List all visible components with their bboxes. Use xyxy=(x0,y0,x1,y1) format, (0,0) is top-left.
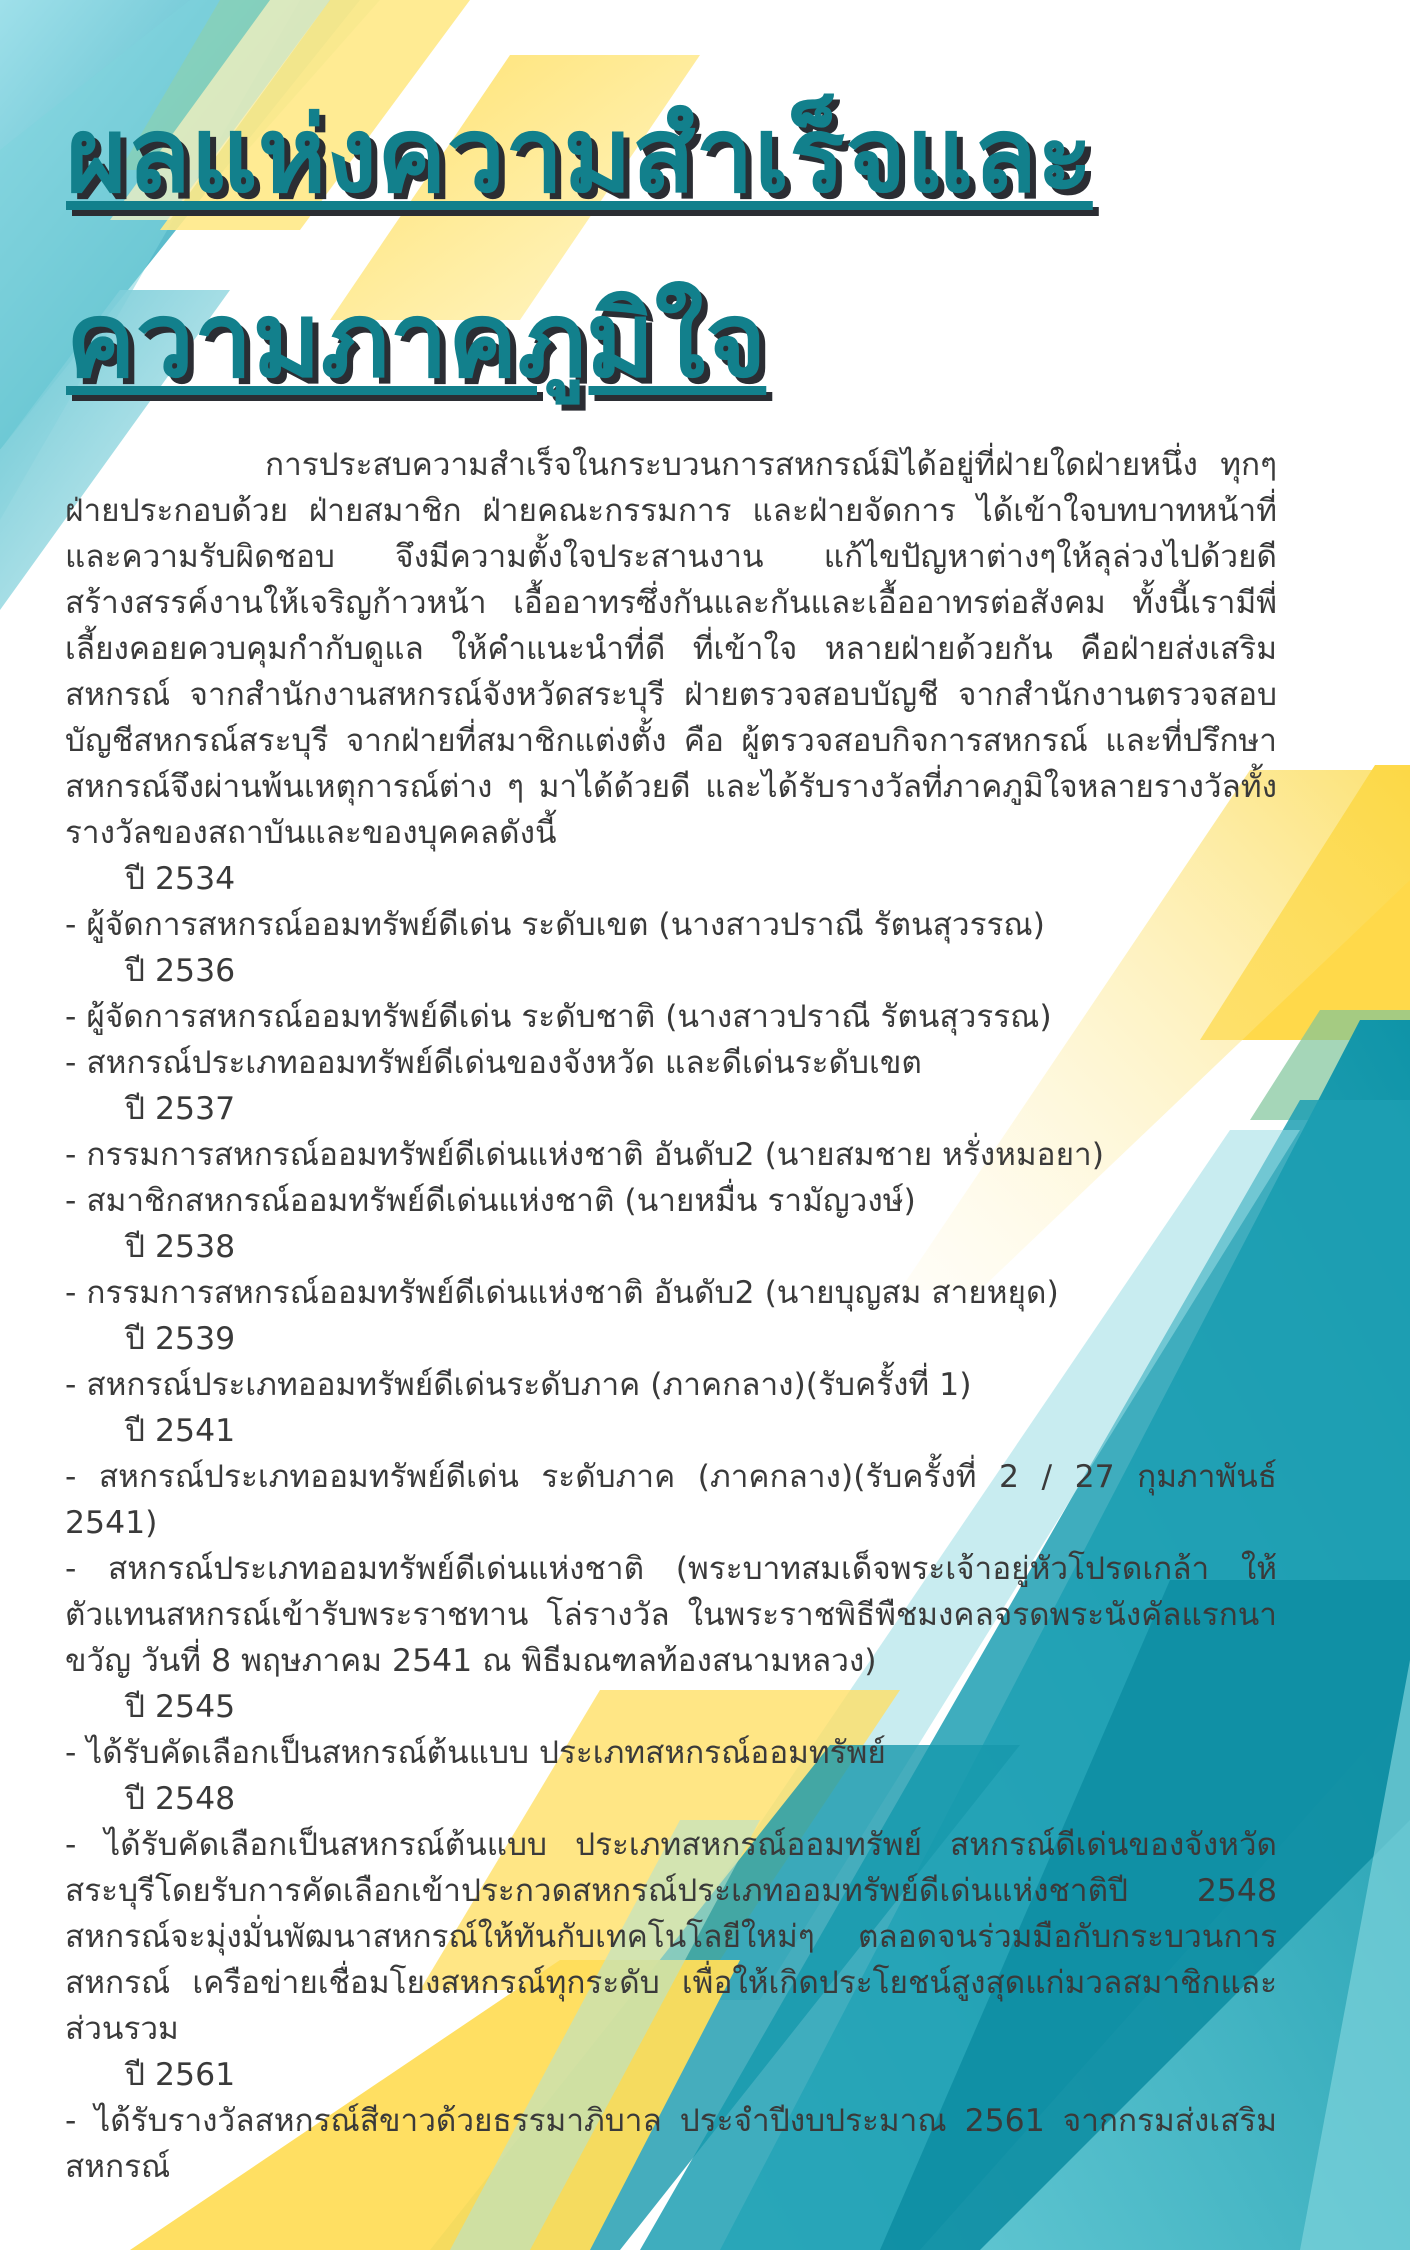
award-group-2541 xyxy=(65,1408,1277,1684)
award-group-2538 xyxy=(65,1224,1277,1316)
award-year: ปี 2536 xyxy=(125,953,236,989)
award-item: - ผู้จัดการสหกรณ์ออมทรัพย์ดีเด่น ระดับชาติ (นางสาวปราณี รัตนสุวรรณ) xyxy=(65,999,1052,1035)
intro-paragraph: การประสบความสำเร็จในกระบวนการสหกรณ์มิได้อยู่ที่ฝ่ายใดฝ่ายหนึ่ง ทุกๆฝ่ายประกอบด้วย ฝ่ายสมาชิก ฝ่ายคณะกรรมการ และฝ่ายจัดการ ได้เข้าใจบทบาทหน้าที่และความรับผิดชอบ จึงมีความตั้งใจประสานงาน แก้ไขปัญหาต่างๆให้ลุล่วงไปด้วยดี สร้างสรรค์งานให้เจริญก้าวหน้า เอื้ออาทรซึ่งกันและกันและเอื้ออาทรต่อสังคม ทั้งนี้เรามีพี่เลี้ยงคอยควบคุมกำกับดูแล ให้คำแนะนำที่ดี ที่เข้าใจ หลายฝ่ายด้วยกัน คือฝ่ายส่งเสริมสหกรณ์ จากสำนักงานสหกรณ์จังหวัดสระบุรี ฝ่ายตรวจสอบบัญชี จากสำนักงานตรวจสอบบัญชีสหกรณ์สระบุรี จากฝ่ายที่สมาชิกแต่งตั้ง คือ ผู้ตรวจสอบกิจการสหกรณ์ และที่ปรึกษา สหกรณ์จึงผ่านพ้นเหตุการณ์ต่าง ๆ มาได้ด้วยดี และได้รับรางวัลที่ภาคภูมิใจหลายรางวัลทั้งรางวัลของสถาบันและของบุคคลดังนี้ xyxy=(65,447,1277,851)
page-title-line-1: ผลแห่งความสำเร็จและ xyxy=(66,94,1093,216)
award-year: ปี 2534 xyxy=(125,861,236,897)
award-item: - สหกรณ์ประเภทออมทรัพย์ดีเด่นแห่งชาติ (พระบาทสมเด็จพระเจ้าอยู่หัวโปรดเกล้า ให้ตัวแทนสหกรณ์เข้ารับพระราชทาน โล่รางวัล ในพระราชพิธีพืชมงคลจรดพระนังคัลแรกนาขวัญ วันที่ 8 พฤษภาคม 2541 ณ พิธีมณฑลท้องสนามหลวง) xyxy=(65,1551,1277,1679)
award-item: - สหกรณ์ประเภทออมทรัพย์ดีเด่นของจังหวัด และดีเด่นระดับเขต xyxy=(65,1045,922,1081)
award-item: - สหกรณ์ประเภทออมทรัพย์ดีเด่นระดับภาค (ภาคกลาง)(รับครั้งที่ 1) xyxy=(65,1367,972,1403)
award-item: - ได้รับคัดเลือกเป็นสหกรณ์ต้นแบบ ประเภทสหกรณ์ออมทรัพย์ สหกรณ์ดีเด่นของจังหวัดสระบุรีโดยรับการคัดเลือกเข้าประกวดสหกรณ์ประเภทออมทรัพย์ดีเด่นแห่งชาติปี 2548 สหกรณ์จะมุ่งมั่นพัฒนาสหกรณ์ให้ทันกับเทคโนโลยีใหม่ๆ ตลอดจนร่วมมือกับกระบวนการสหกรณ์ เครือข่ายเชื่อมโยงสหกรณ์ทุกระดับ เพื่อให้เกิดประโยชน์สูงสุดแก่มวลสมาชิกและส่วนรวม xyxy=(65,1827,1277,2047)
award-item: - กรรมการสหกรณ์ออมทรัพย์ดีเด่นแห่งชาติ อันดับ2 (นายสมชาย หรั่งหมอยา) xyxy=(65,1137,1105,1173)
award-group-2539 xyxy=(65,1316,1277,1408)
award-year: ปี 2545 xyxy=(125,1689,236,1725)
award-year: ปี 2541 xyxy=(125,1413,236,1449)
award-group-2545 xyxy=(65,1684,1277,1776)
award-year: ปี 2539 xyxy=(125,1321,236,1357)
award-group-2537 xyxy=(65,1086,1277,1224)
page-title-line-2: ความภาคภูมิใจ xyxy=(66,279,767,401)
award-item: - กรรมการสหกรณ์ออมทรัพย์ดีเด่นแห่งชาติ อันดับ2 (นายบุญสม สายหยุด) xyxy=(65,1275,1059,1311)
award-item: - ผู้จัดการสหกรณ์ออมทรัพย์ดีเด่น ระดับเขต (นางสาวปราณี รัตนสุวรรณ) xyxy=(65,907,1045,943)
award-group-2536 xyxy=(65,948,1277,1086)
award-group-2548 xyxy=(65,1776,1277,2052)
award-item: - ได้รับคัดเลือกเป็นสหกรณ์ต้นแบบ ประเภทสหกรณ์ออมทรัพย์ xyxy=(65,1735,886,1771)
document-body xyxy=(65,442,1277,2190)
award-year: ปี 2537 xyxy=(125,1091,236,1127)
award-item: - ได้รับรางวัลสหกรณ์สีขาวด้วยธรรมาภิบาล ประจำปีงบประมาณ 2561 จากกรมส่งเสริมสหกรณ์ xyxy=(65,2103,1277,2185)
award-year: ปี 2561 xyxy=(125,2057,236,2093)
award-group-2561 xyxy=(65,2052,1277,2190)
award-year: ปี 2538 xyxy=(125,1229,236,1265)
award-item: - สหกรณ์ประเภทออมทรัพย์ดีเด่น ระดับภาค (ภาคกลาง)(รับครั้งที่ 2 / 27 กุมภาพันธ์ 2541) xyxy=(65,1459,1277,1541)
award-group-2534 xyxy=(65,856,1277,948)
award-item: - สมาชิกสหกรณ์ออมทรัพย์ดีเด่นแห่งชาติ (นายหมื่น รามัญวงษ์) xyxy=(65,1183,916,1219)
award-year: ปี 2548 xyxy=(125,1781,236,1817)
